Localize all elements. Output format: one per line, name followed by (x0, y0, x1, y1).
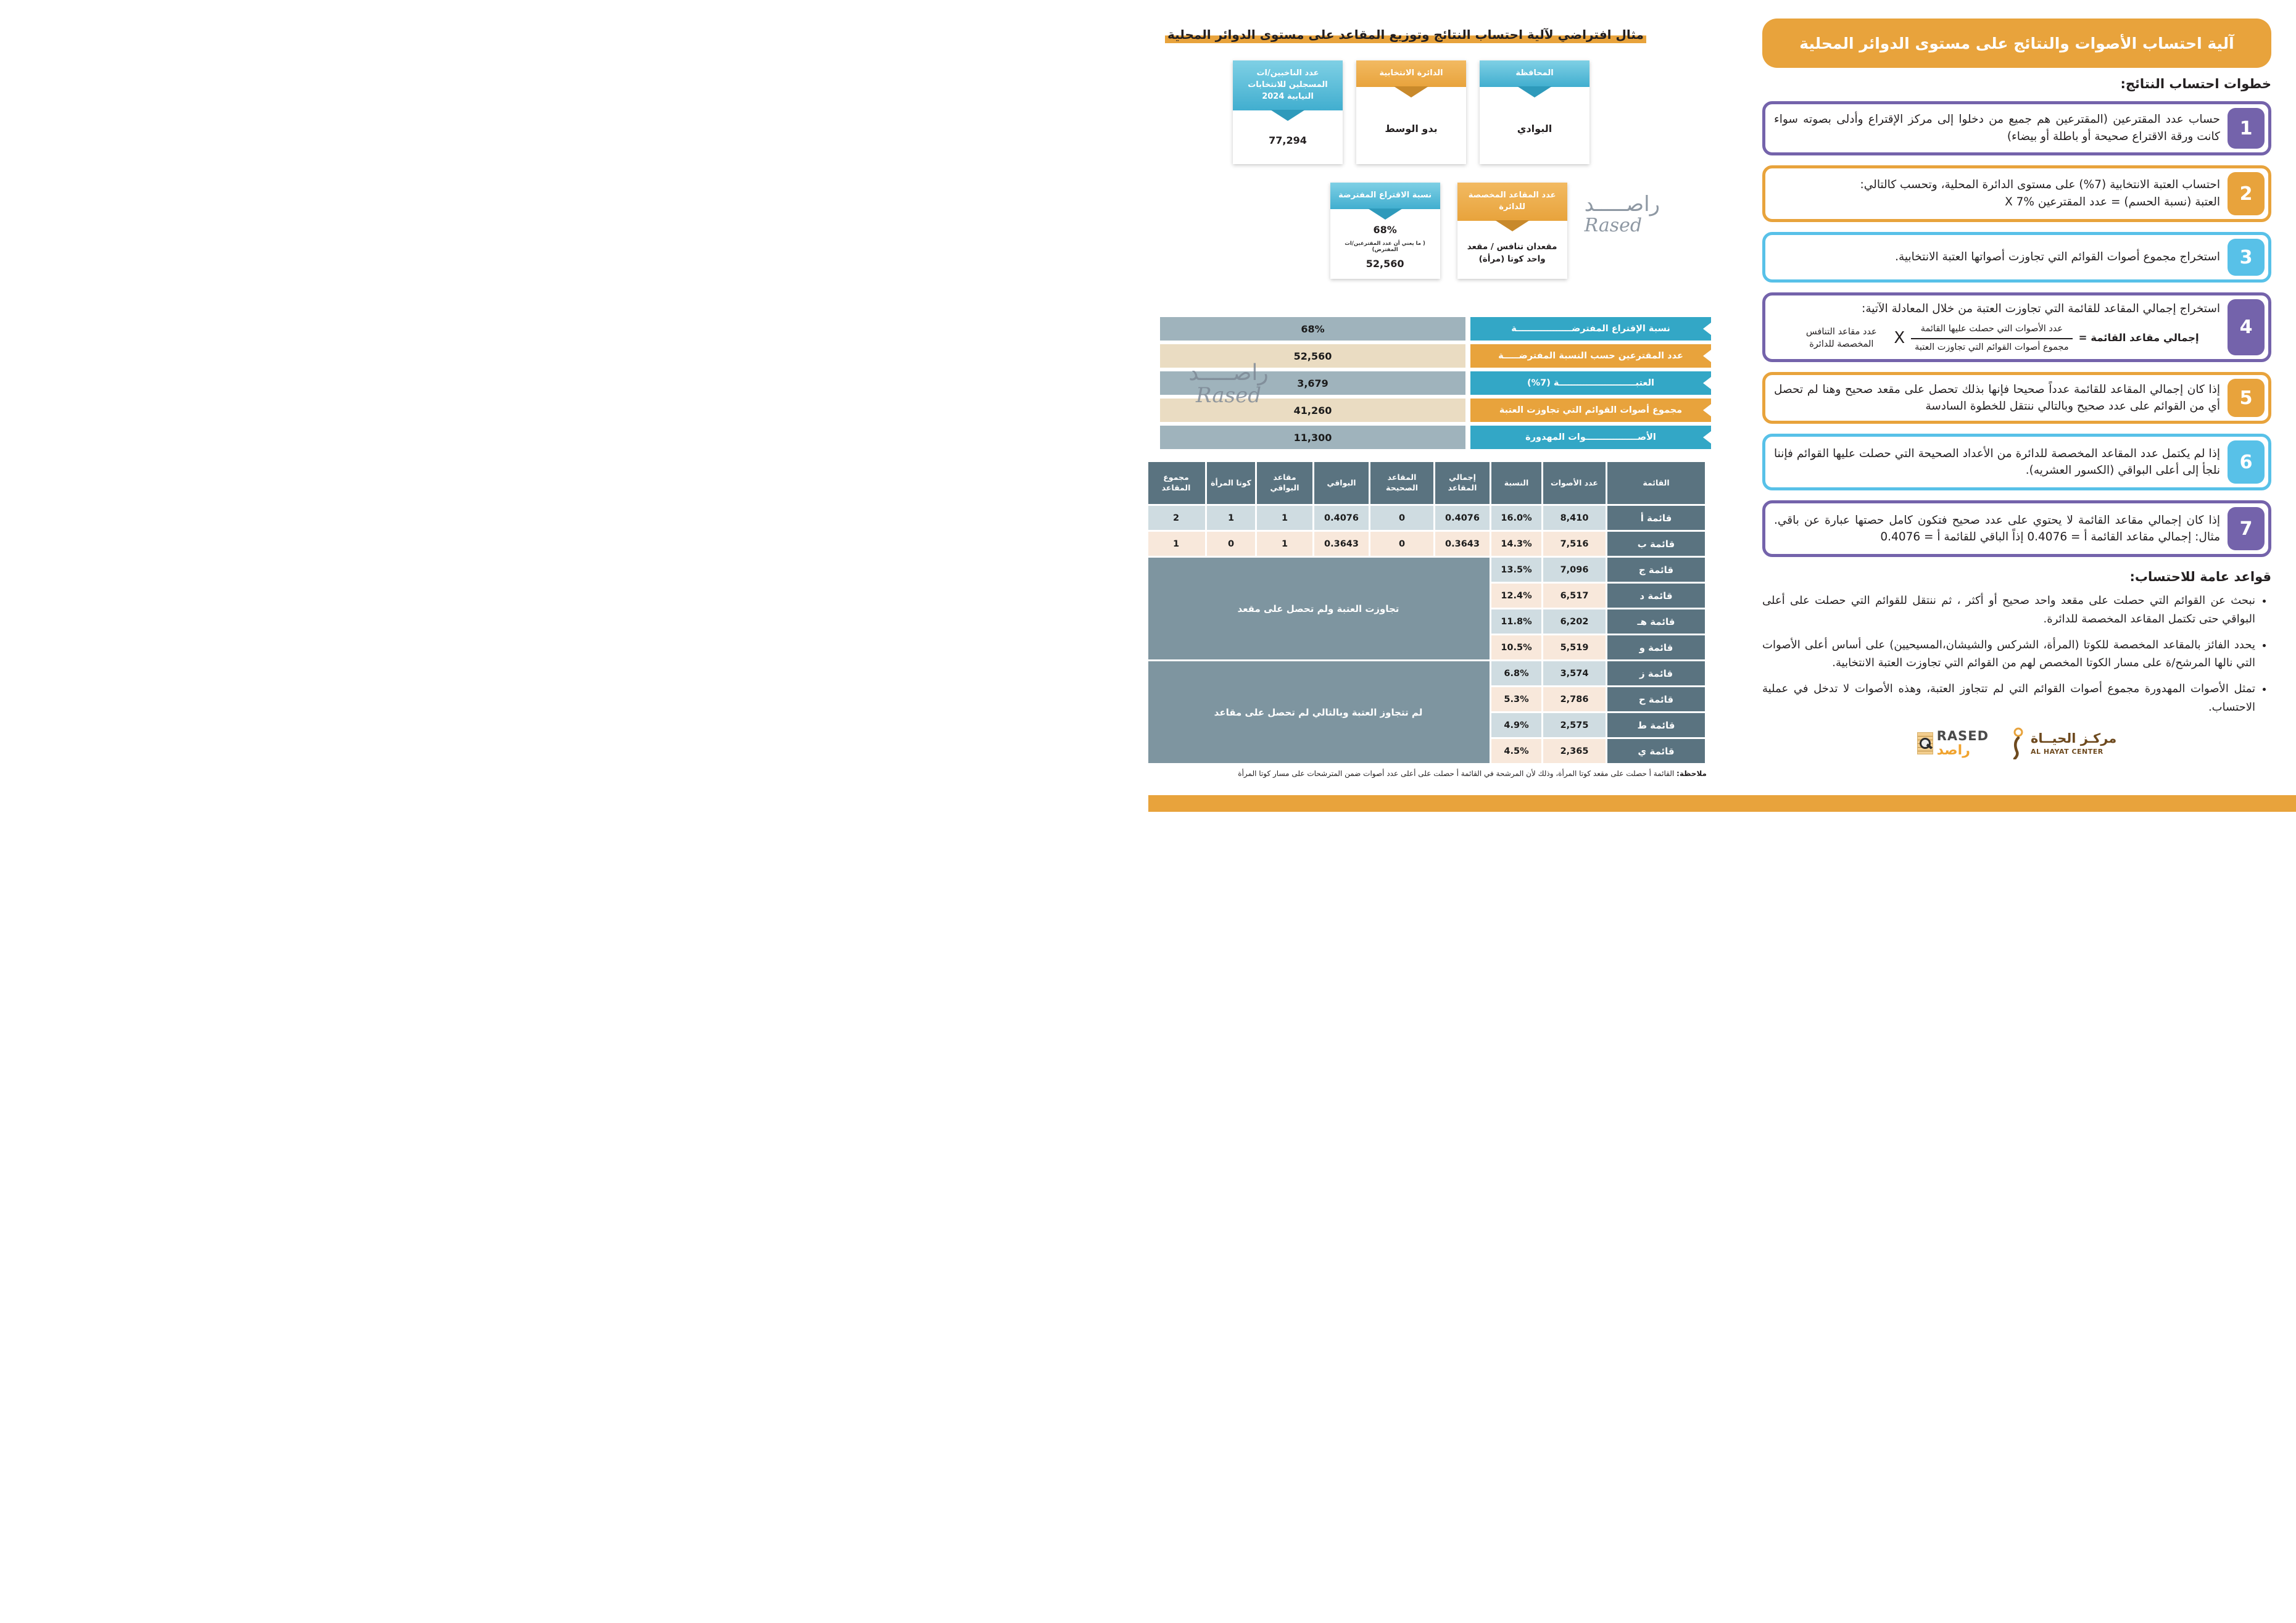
bar-threshold-value: 3,679 (1160, 371, 1465, 395)
district-value: بدو الوسط (1385, 122, 1438, 134)
footnote-text: القائمة أ حصلت على مقعد كوتا المرأة، وذلك لأن المرشحة في القائمة أ حصلت على أعلى عدد أصوات ضمن المترشحات على مسار كوتا المرأة (1238, 769, 1677, 778)
cell-votes: 2,365 (1543, 739, 1606, 763)
list-name: قائمة ج (1607, 558, 1705, 582)
step-1 (1762, 101, 2271, 155)
col-header-remainders: البواقي (1314, 462, 1369, 504)
bar-passed-votes-label: مجموع أصوات القوائم التي تجاوزت العتبة (1470, 399, 1711, 422)
col-header-whole-seats: المقاعد الصحيحة (1370, 462, 1433, 504)
rules-list (1762, 592, 2271, 716)
col-header-women-quota: كوتا المرأة (1207, 462, 1255, 504)
step-2-line2: العتبة (نسبة الحسم) = عدد المقترعين X 7% (2005, 196, 2220, 209)
step-6-number: 6 (2228, 440, 2265, 484)
bar-voters-label: عدد المقترعين حسب النسبة المفترضـــــة (1470, 344, 1711, 368)
page-title: آلية احتساب الأصوات والنتائج على مستوى الدوائر المحلية (1762, 19, 2271, 68)
list-name: قائمة و (1607, 635, 1705, 659)
rased-english-name: RASED (1936, 728, 1989, 743)
step-2-number: 2 (2228, 172, 2265, 215)
governorate-value: البوادي (1517, 122, 1552, 134)
registered-voters-value: 77,294 (1269, 134, 1307, 146)
col-header-list: القائمة (1607, 462, 1705, 504)
cell-remainder: 0.3643 (1314, 532, 1369, 556)
rased-watermark-arabic: راصـــــد (1584, 192, 1660, 217)
formula-lhs: إجمالي مقاعد القائمة = (2078, 332, 2199, 344)
list-name: قائمة ط (1607, 713, 1705, 737)
table-row (1148, 558, 1705, 582)
registered-voters-card-header: عدد الناخبين/ات المسجلين للانتخابات النيابية 2024 (1233, 60, 1343, 110)
cell-pct: 10.5% (1491, 635, 1541, 659)
cell-pct: 13.5% (1491, 558, 1541, 582)
list-name: قائمة أ (1607, 506, 1705, 530)
seat-formula (1774, 323, 2220, 355)
group-passed-no-seat: تجاوزت العتبة ولم تحصل على مقعد (1148, 558, 1490, 659)
rased-watermark-latin: Rased (1196, 382, 1261, 408)
governorate-card-header: المحافظة (1480, 60, 1589, 87)
list-name: قائمة ح (1607, 687, 1705, 711)
turnout-card (1330, 183, 1440, 279)
step-4-number: 4 (2228, 299, 2265, 355)
bottom-accent-bar (1148, 795, 2296, 812)
cell-pct: 14.3% (1491, 532, 1541, 556)
col-header-percentage: النسبة (1491, 462, 1541, 504)
alhayat-logo-text (2031, 732, 2116, 756)
step-2-text (1769, 175, 2228, 212)
step-7-number: 7 (2228, 507, 2265, 550)
step-7-text: إذا كان إجمالي مقاعد القائمة لا يحتوي على عدد صحيح فتكون كامل حصتها عبارة عن باقي. مثال: إجمالي مقاعد القائمة أ = 0.4076 إذاً الباقي للقائمة أ = 0.4076 (1774, 513, 2220, 544)
cell-votes: 6,517 (1543, 584, 1606, 608)
step-7 (1762, 500, 2271, 557)
table-footnote (1161, 769, 1707, 779)
bar-wasted-votes-value: 11,300 (1160, 426, 1465, 449)
cell-pct: 6.8% (1491, 661, 1541, 685)
info-cards-row-1 (1159, 60, 1733, 164)
assumed-voters-count: 52,560 (1366, 258, 1404, 270)
alhayat-english-name: AL HAYAT CENTER (2031, 747, 2103, 756)
rased-logo-text (1937, 730, 1989, 758)
turnout-percentage: 68% (1373, 224, 1397, 236)
infographic-page (1148, 0, 2296, 812)
step-2 (1762, 165, 2271, 222)
bar-turnout-value: 68% (1160, 317, 1465, 341)
cell-remainder: 0.4076 (1314, 506, 1369, 530)
step-3-number: 3 (2228, 239, 2265, 276)
formula-denominator: مجموع أصوات القوائم التي تجاوزت العتبة (1915, 342, 2069, 352)
cell-total: 0.4076 (1435, 506, 1490, 530)
governorate-card (1480, 60, 1589, 164)
results-table (1148, 460, 1707, 765)
cell-sum: 2 (1148, 506, 1205, 530)
table-row (1148, 532, 1705, 556)
table-header-row (1148, 462, 1705, 504)
registered-voters-card (1233, 60, 1343, 164)
cell-votes: 2,786 (1543, 687, 1606, 711)
step-4-line1: استخراج إجمالي المقاعد للقائمة التي تجاوزت العتبة من خلال المعادلة الآتية: (1862, 302, 2220, 315)
cell-pct: 4.5% (1491, 739, 1541, 763)
cell-rem-seats: 1 (1257, 506, 1312, 530)
col-header-seat-sum: مجموع المقاعد (1148, 462, 1205, 504)
multiplication-sign: X (1894, 329, 1905, 347)
step-5 (1762, 372, 2271, 424)
example-panel (1159, 19, 1733, 812)
cell-pct: 5.3% (1491, 687, 1541, 711)
table-row (1148, 506, 1705, 530)
col-header-remainder-seats: مقاعد البواقي (1257, 462, 1312, 504)
turnout-card-header: نسبة الاقتراع المفترضة (1330, 183, 1440, 209)
district-card-body (1356, 87, 1466, 164)
col-header-votes: عدد الأصوات (1543, 462, 1606, 504)
steps-heading: خطوات احتساب النتائج: (2120, 76, 2271, 91)
allocated-seats-card (1457, 183, 1567, 279)
cell-whole: 0 (1370, 532, 1433, 556)
rased-document-icon (1917, 732, 1933, 754)
step-3-text: استخراج مجموع أصوات القوائم التي تجاوزت أصواتها العتبة الانتخابية. (1895, 250, 2220, 264)
bar-wasted-votes-label: الأصـــــــــــــــــوات المهدورة (1470, 426, 1711, 449)
group-below-threshold: لم تتجاوز العتبة وبالتالي لم تحصل على مقاعد (1148, 661, 1490, 763)
bar-voters-value: 52,560 (1160, 344, 1465, 368)
example-title (1159, 27, 1733, 43)
step-1-text: حساب عدد المقترعين (المقترعين هم جميع من دخلوا إلى مركز الإقتراع وأدلى بصوته سواء كانت ورقة الاقتراع صحيحة أو باطلة أو بيضاء) (1774, 113, 2220, 143)
bar-passed-votes-value: 41,260 (1160, 399, 1465, 422)
cell-pct: 16.0% (1491, 506, 1541, 530)
cell-whole: 0 (1370, 506, 1433, 530)
step-2-line1: احتساب العتبة الانتخابية (7%) على مستوى الدائرة المحلية، وتحسب كالتالي: (1860, 178, 2220, 192)
example-title-text: مثال افتراضي لآلية احتساب النتائج وتوزيع المقاعد على مستوى الدوائر المحلية (1165, 27, 1646, 43)
cell-votes: 7,096 (1543, 558, 1606, 582)
allocated-seats-card-header: عدد المقاعد المخصصة للدائرة (1457, 183, 1567, 221)
step-1-number: 1 (2228, 108, 2265, 149)
alhayat-arabic-name: مركـز الحيــاة (2031, 730, 2117, 746)
bar-wasted-votes (1159, 426, 1733, 449)
list-name: قائمة ز (1607, 661, 1705, 685)
list-name: قائمة هـ (1607, 609, 1705, 634)
alhayat-figure-icon (2010, 727, 2026, 759)
bar-threshold-label: العتبـــــــــــــــــــــــــة (7%) (1470, 371, 1711, 395)
rased-watermark-2 (1164, 361, 1293, 407)
cell-quota: 1 (1207, 506, 1255, 530)
cell-total: 0.3643 (1435, 532, 1490, 556)
cell-quota: 0 (1207, 532, 1255, 556)
allocated-seats-value: مقعدان تنافس / مقعد واحد كوتا (مرأة) (1467, 241, 1557, 264)
step-4-text (1769, 299, 2228, 355)
turnout-note: ( ما يعني أن عدد المقترعين/ات المفترض) (1345, 241, 1425, 254)
cell-pct: 12.4% (1491, 584, 1541, 608)
rased-logo (1917, 730, 1989, 758)
district-card (1356, 60, 1466, 164)
cell-votes: 7,516 (1543, 532, 1606, 556)
step-6 (1762, 434, 2271, 490)
mechanism-panel (1762, 19, 2271, 812)
rased-arabic-name: راصد (1936, 742, 1970, 758)
governorate-card-body (1480, 87, 1589, 164)
formula-fraction (1911, 323, 2073, 355)
cell-votes: 6,202 (1543, 609, 1606, 634)
rule-item: • يحدد الفائز بالمقاعد المخصصة للكوتا (المرأة، الشركس والشيشان،المسيحيين) على أساس أعلى الأصوات التي نالها المرشح/ة على مسار الكوتا المخصص لهم من القوائم التي تجاوزت العتبة الانتخابية. (1762, 636, 2255, 672)
rule-item: • نبحث عن القوائم التي حصلت على مقعد واحد صحيح أو أكثر ، ثم ننتقل للقوائم التي حصلت على أعلى البواقي حتى تكتمل المقاعد المخصصة للدائرة. (1762, 592, 2255, 628)
step-5-number: 5 (2228, 379, 2265, 417)
step-3 (1762, 232, 2271, 283)
info-cards-row-2 (1159, 183, 1733, 279)
formula-numerator: عدد الأصوات التي حصلت عليها القائمة (1911, 323, 2073, 339)
cell-votes: 3,574 (1543, 661, 1606, 685)
formula-multiplier: عدد مقاعد التنافس المخصصة للدائرة (1805, 326, 1877, 349)
footer-logos (1762, 727, 2271, 759)
cell-sum: 1 (1148, 532, 1205, 556)
list-name: قائمة ب (1607, 532, 1705, 556)
step-6-text: إذا لم يكتمل عدد المقاعد المخصصة للدائرة من الأعداد الصحيحة التي حصلت عليها القوائم فإننا نلجأ إلى أعلى البواقي (الكسور العشريه). (1774, 447, 2220, 477)
table-row (1148, 661, 1705, 685)
col-header-total-seats: إجمالي المقاعد (1435, 462, 1490, 504)
bar-turnout (1159, 317, 1733, 341)
step-4 (1762, 292, 2271, 362)
rules-heading: قواعد عامة للاحتساب: (2129, 569, 2271, 585)
cell-rem-seats: 1 (1257, 532, 1312, 556)
rased-watermark-latin: Rased (1584, 214, 1643, 236)
list-name: قائمة ي (1607, 739, 1705, 763)
cell-pct: 11.8% (1491, 609, 1541, 634)
alhayat-center-logo (2010, 727, 2116, 759)
rule-item: • تمثل الأصوات المهدورة مجموع أصوات القوائم التي لم تتجاوز العتبة، وهذه الأصوات لا تدخل في عملية الاحتساب. (1762, 680, 2255, 716)
cell-pct: 4.9% (1491, 713, 1541, 737)
step-5-text: إذا كان إجمالي المقاعد للقائمة عدداً صحيحا فإنها بذلك تحصل على مقعد صحيح وهنا لم تحصل أي من القوائم على عدد صحيح وبالتالي ننتقل للخطوة السادسة (1774, 382, 2220, 413)
cell-votes: 5,519 (1543, 635, 1606, 659)
list-name: قائمة د (1607, 584, 1705, 608)
rased-watermark-1 (1585, 194, 1660, 235)
cell-votes: 8,410 (1543, 506, 1606, 530)
footnote-label: ملاحظة: (1676, 769, 1707, 778)
district-card-header: الدائرة الانتخابية (1356, 60, 1466, 87)
rased-watermark-arabic: راصـــــد (1188, 360, 1269, 386)
bar-turnout-label: نسبة الإقتراع المفترضــــــــــــــــــة (1470, 317, 1711, 341)
cell-votes: 2,575 (1543, 713, 1606, 737)
